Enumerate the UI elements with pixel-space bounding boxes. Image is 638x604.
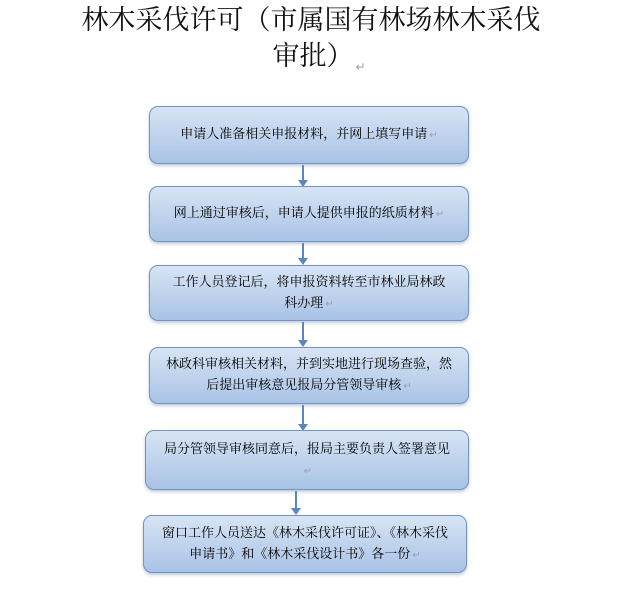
paragraph-mark-icon: ↵	[435, 209, 445, 220]
paragraph-mark-icon: ↵	[325, 298, 334, 310]
step-6-text: 窗口工作人员送达《林木采伐许可证》、《林木采伐申请书》和《林木采伐设计书》各一份 ↵	[161, 525, 448, 562]
arrow-3-to-4	[302, 322, 304, 341]
arrow-2-to-3	[302, 243, 304, 259]
step-1-box	[149, 106, 469, 164]
step-4-box	[149, 347, 469, 404]
paragraph-mark-icon: ↵	[412, 549, 421, 561]
step-5-box	[145, 430, 469, 490]
paragraph-mark-icon: ↵	[403, 381, 412, 392]
paragraph-mark-icon: ↵	[303, 465, 313, 477]
step-1-text: 申请人准备相关申报材料，并网上填写申请 ↵	[180, 127, 438, 142]
step-2-box	[149, 186, 469, 242]
step-5-text: 局分管领导审核同意后，报局主要负责人签署意见↵	[163, 441, 450, 477]
step-3-text: 工作人员登记后，将申报资料转至市林业局林政科办理 ↵	[172, 274, 446, 311]
page-title-line-1: 林木采伐许可（市属国有林场林木采伐	[81, 5, 541, 36]
step-2-text: 网上通过审核后，申请人提供申报的纸质材料 ↵	[173, 206, 445, 221]
page-title-line-2: 审批） $_↵$	[272, 41, 366, 74]
paragraph-mark-icon: ↵	[429, 130, 438, 141]
step-3-box	[149, 265, 469, 321]
arrow-1-to-2	[302, 165, 304, 181]
arrow-4-to-5	[302, 405, 304, 425]
paragraph-mark-icon: ↵	[355, 60, 366, 74]
step-6-box	[143, 515, 467, 573]
arrow-5-to-6	[295, 491, 297, 509]
step-4-text: 林政科审核相关材料，并到实地进行现场查验，然后提出审核意见报局分管领导审核 ↵	[166, 357, 453, 393]
